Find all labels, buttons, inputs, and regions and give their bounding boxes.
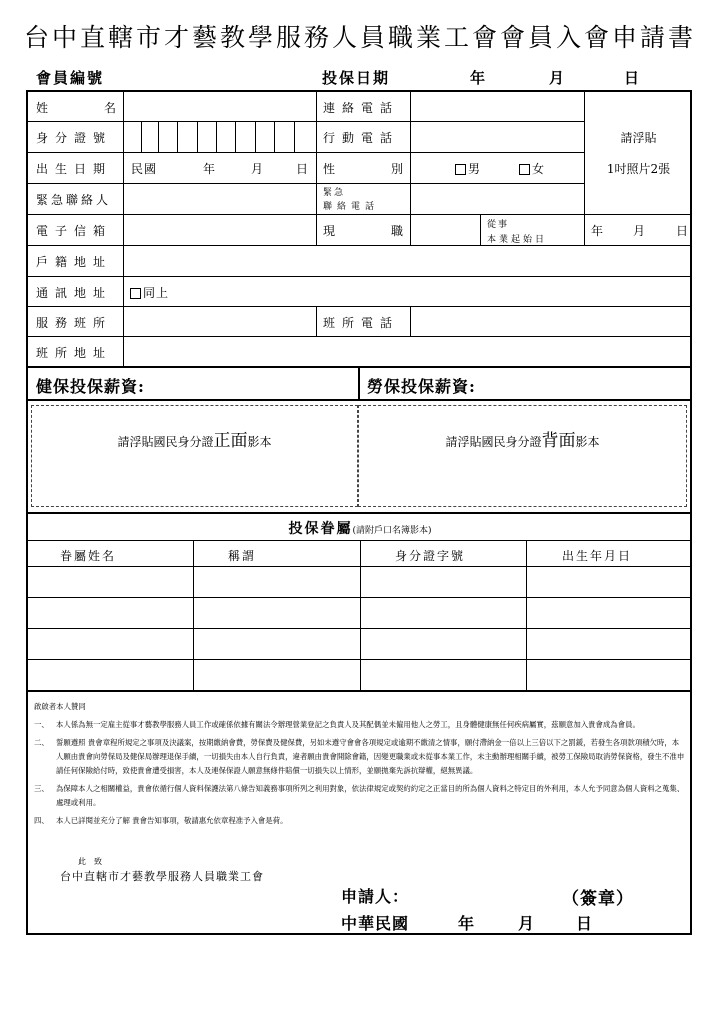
applicant-label: 申請人： [341,887,410,906]
current-job-label: 現 職 [323,224,403,238]
col-line [410,90,411,245]
sign-month-label: 月 [518,914,536,933]
male-checkbox[interactable] [455,164,466,175]
sign-year-label: 年 [458,914,476,933]
photo-instruction-1: 請浮貼 [620,131,657,145]
col-line [360,540,361,690]
insure-day-label: 日 [624,69,640,87]
start-month-label: 月 [633,224,647,238]
insure-date-label: 投保日期 [322,69,391,87]
female-checkbox[interactable] [519,164,530,175]
workplace-label: 服務班所 [36,316,113,330]
insure-year-label: 年 [470,69,486,87]
row-line [26,214,692,215]
workplace-addr-label: 班所地址 [36,346,113,360]
row-line [26,512,692,514]
col-line [480,214,481,245]
note-item: 三、 為保障本人之相關權益，貴會依循行個人資料保護法第八條告知義務事項所列之利用對象，依法律規定或契約約定之正當目的所為個人資料之特定目的外利用，本人允予同意為個人資料之蒐集、處理或利用。 [34,784,685,807]
emergency-contact-label: 緊急聯絡人 [36,193,112,207]
start-day-label: 日 [676,224,690,238]
note-item: 二、 誓願遵照 貴會章程所規定之事項及決議案，按期繳納會費，勞保費及健保費，另如未遵守會會各項規定或逾期不繳清之情事，願付滯納金一倍以上三倍以下之罰鍰，若發生各項款項積欠時，本人願由貴會向勞保局及健保局辦理退保手續，一切損失由本人自行負責，違者願由貴會開除會籍，因變更職業或未從事本業工作，未主動辦理相關手續，被勞工保險局取消勞保資格，發生不准申請任何保險給付時，致使貴會遭受損害，本人及連保保證人願意無條件賠償一切損失以上情形，並願拋棄先訴抗辯權，絕無異議。 [34,738,685,775]
seal-label: （簽章） [562,889,634,909]
id-no-label: 身分證號 [36,131,113,145]
gender-male-option[interactable] [455,160,481,177]
id-box-line [177,121,178,152]
row-line [26,566,692,567]
insure-month-label: 月 [549,69,565,87]
row-line [26,152,584,153]
row-line [26,245,692,246]
birth-month-label: 月 [251,162,265,176]
dep-col-id: 身分證字號 [395,549,466,563]
row-line [26,690,692,692]
birth-year-label: 年 [203,162,217,176]
notes-intro: 啟啟者本人贊同 [34,702,86,711]
closing-salutation: 此 致 [78,857,102,866]
id-box-line [274,121,275,152]
row-line [26,597,692,598]
health-salary-label: 健保投保薪資: [36,377,145,396]
household-addr-label: 戶籍地址 [36,255,113,269]
id-box-line [158,121,159,152]
col-line [358,366,360,399]
emergency-phone-label-1: 緊急 [323,188,346,198]
col-line [193,540,194,690]
same-as-above-option[interactable] [130,284,169,301]
col-line [123,90,124,366]
dep-col-title: 稱謂 [228,549,257,563]
member-no-label: 會員編號 [36,69,105,87]
row-line [26,306,692,307]
email-label: 電子信箱 [36,224,113,238]
col-line [526,540,527,690]
contact-phone-label: 連絡電話 [323,101,400,115]
id-back-caption: 請浮貼國民身分證背面影本 [445,431,600,451]
note-item: 一、 本人係為無一定雇主從事才藝教學服務人員工作或確係依據有關法令辦理營業登記之負責人及其配偶並未僱用他人之勞工，且身體健康無任何疾病屬實，茲願意加入貴會成為會員。 [34,720,640,729]
gender-label: 性 別 [323,162,403,176]
id-box-line [216,121,217,152]
row-line [26,183,584,184]
workplace-phone-label: 班所電話 [323,316,400,330]
dep-col-name: 眷屬姓名 [60,549,117,563]
mail-addr-label: 通訊地址 [36,286,113,300]
row-line [26,659,692,660]
declaration-notes [34,700,686,828]
gender-female-option[interactable] [519,160,545,177]
mobile-label: 行動電話 [323,131,400,145]
sign-day-label: 日 [576,914,594,933]
id-back-copy-area [358,405,687,507]
union-name: 台中直轄市才藝教學服務人員職業工會 [60,870,264,883]
id-box-line [197,121,198,152]
birth-label: 出生日期 [36,162,113,176]
row-line [26,276,692,277]
id-box-line [294,121,295,152]
name-label: 姓 名 [36,101,116,115]
row-line [26,540,692,541]
roc-date-label: 中華民國 [341,914,410,933]
emergency-phone-label-2: 聯絡電話 [323,202,380,212]
birth-day-label: 日 [296,162,310,176]
id-box-line [141,121,142,152]
note-item: 四、 本人已詳閱並充分了解 貴會告知事項，敬請惠允依章程准予入會是荷。 [34,816,288,825]
female-label: 女 [532,162,546,176]
col-line [410,306,411,336]
row-line [26,628,692,629]
start-date-label-2: 本業起始日 [487,235,548,245]
start-date-label-1: 從事 [487,220,510,230]
same-as-above-checkbox[interactable] [130,288,141,299]
id-box-line [255,121,256,152]
same-as-above-label: 同上 [143,286,170,300]
photo-instruction-2: 1吋照片2張 [606,162,671,176]
id-front-caption: 請浮貼國民身分證正面影本 [117,431,272,451]
col-line [316,306,317,336]
roc-label: 民國 [131,162,158,176]
row-line [26,121,584,122]
id-front-copy-area [31,405,358,507]
form-title: 台中直轄市才藝教學服務人員職業工會會員入會申請書 [23,23,696,52]
row-line [26,336,692,337]
dep-col-birth: 出生年月日 [562,549,633,563]
dependents-title: 投保眷屬(請附戶口名簿影本) [288,521,432,537]
start-year-label: 年 [591,224,605,238]
id-box-line [235,121,236,152]
col-line [316,90,317,245]
male-label: 男 [468,162,482,176]
row-line [26,399,692,401]
labor-salary-label: 勞保投保薪資: [367,377,476,396]
